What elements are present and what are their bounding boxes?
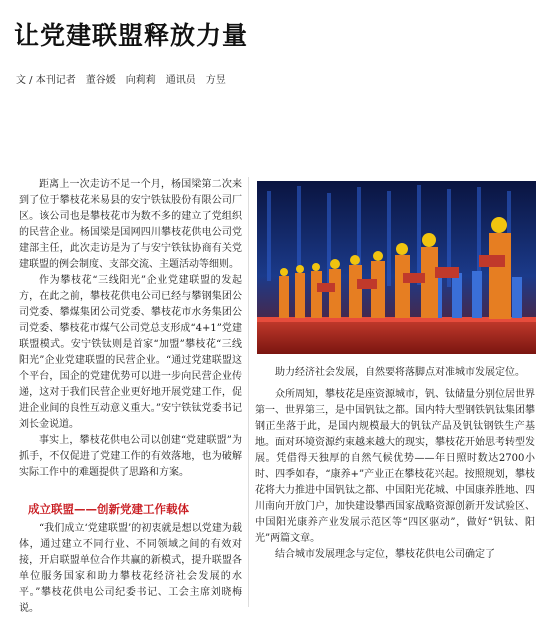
paragraph: “我们成立‘党建联盟’的初衷就是想以党建为载体，通过建立不同行业、不同领域之间的有效对接，开启联盟单位合作共赢的新模式，提升联盟各单位服务国家和助力攀枝花经济社会发展的水平。”攀枝花供电公司纪委书记、工会主席刘晓梅说。 <box>19 523 242 614</box>
photo-illustration <box>257 181 536 354</box>
paragraph: 事实上，攀枝花供电公司以创建“党建联盟”为抓手，不仅促进了党建工作的有效落地，也为破解实际工作中的难题提供了思路和方案。 <box>19 435 242 478</box>
paragraph: 助力经济社会发展，自然要将落脚点对准城市发展定位。 <box>275 367 525 378</box>
workers-photo <box>257 181 536 354</box>
byline: 文 / 本刊记者 董谷媛 向莉莉 通讯员 方昱 <box>16 75 226 86</box>
paragraph: 距离上一次走访不足一个月，杨国梁第二次来到了位于攀枝花米易县的安宁铁钛股份有限公司厂区。该公司也是攀枝花市为数不多的建立了党组织的民营企业。杨国梁是国网四川攀枝花供电公司党建部主任，此次走访是为了与安宁铁钛协商有关党建联盟的例会制度、支部交流、主题活动等细则。 <box>19 179 242 270</box>
paragraph: 众所周知，攀枝花是座资源城市，钒、钛储量分别位居世界第一、世界第三，是中国钒钛之都。国内特大型钢铁钒钛集团攀钢正坐落于此，是国内规模最大的钒钛产品及钒钛钢铁生产基地。面对环境资源约束越来越大的现实，攀枝花开始思考转型发展。凭借得天独厚的自然气候优势——年日照时数达2700小时、四季如春，“康养+”产业正在攀枝花兴起。按照规划，攀枝花将大力推进中国钒钛之都、中国阳光花城、中国康养胜地、四川南向开放门户，加快建设攀西国家战略资源创新开发试验区、中国阳光康养产业发展示范区等“四区驱动”，做好“钒钛、阳光”两篇文章。 <box>255 389 535 544</box>
paragraph: 作为攀枝花“三线阳光”企业党建联盟的发起方，在此之前，攀枝花供电公司已经与攀钢集团公司党委、攀煤集团公司党委、攀枝花市水务集团公司党委、攀枝花市煤气公司党总支形成“4+1”党建联盟模式。安宁铁钛则是首家“加盟”攀枝花“三线阳光”企业党建联盟的民营企业。“通过党建联盟这个平台，国企的党建优势可以进一步向民营企业传递，这对于我们民营企业更好地开展党建工作，促进企业间的良性互动意义重大。”安宁铁钛党委书记刘长金说道。 <box>19 275 242 430</box>
article-title: 让党建联盟释放力量 <box>14 21 249 50</box>
left-column <box>19 177 242 617</box>
column-divider <box>248 177 249 607</box>
paragraph: 结合城市发展理念与定位，攀枝花供电公司确定了 <box>275 549 495 560</box>
section-heading: 成立联盟——创新党建工作载体 <box>28 502 189 516</box>
right-column <box>255 365 535 563</box>
